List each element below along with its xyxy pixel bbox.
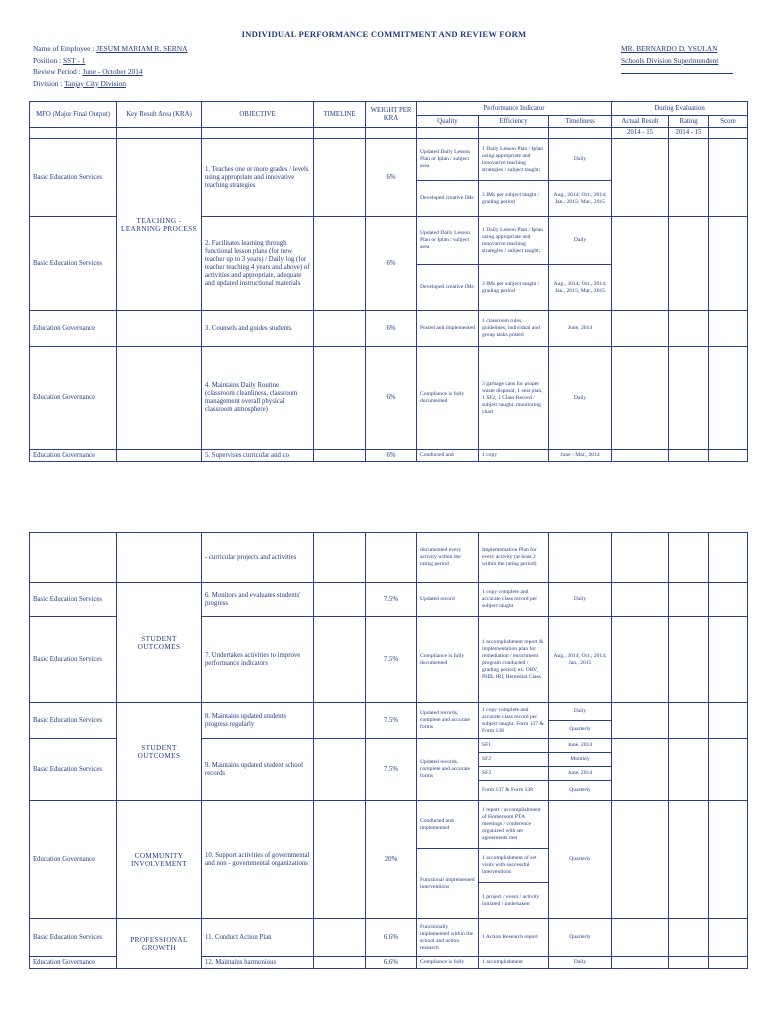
mfo-cell: Basic Education Services <box>30 703 117 739</box>
timeliness-cell: June, 2014 <box>549 739 612 753</box>
division-row <box>33 78 187 90</box>
score-cell <box>709 739 748 801</box>
division-label: Division : <box>33 78 63 88</box>
quality-cell: Compliance is fully <box>417 957 479 969</box>
score-cell <box>709 347 748 450</box>
kra-cell <box>117 533 202 583</box>
weight-cell: 20% <box>366 801 417 919</box>
mfo-cell: Education Governance <box>30 957 117 969</box>
review-period-value: June - October 2014 <box>82 67 143 77</box>
rating-cell <box>669 217 709 311</box>
mfo-cell: Education Governance <box>30 801 117 919</box>
performance-table-page-1 <box>29 101 748 462</box>
efficiency-cell: SF1 <box>479 739 549 753</box>
header-during-evaluation: During Evaluation <box>612 102 748 116</box>
position-value: SST - 1 <box>63 55 86 65</box>
efficiency-cell: 3 garbage cans for proper waste disposal, 1 seat plan, 1 SF2, 1 Class Record / subject taught, monitoring chart <box>479 347 549 450</box>
weight-cell: 6% <box>366 450 417 462</box>
weight-cell: 6.6% <box>366 957 417 969</box>
weight-cell: 6% <box>366 139 417 217</box>
position-label: Position : <box>33 55 62 65</box>
timeliness-cell: Monthly <box>549 753 612 767</box>
actual-result-cell <box>612 450 669 462</box>
objective-cell: 12. Maintains harmonious <box>202 957 314 969</box>
timeliness-cell: Daily <box>549 347 612 450</box>
header-actual-result: Actual Result <box>612 116 669 128</box>
actual-result-cell <box>612 583 669 617</box>
objective-cell: - curricular projects and activities <box>202 533 314 583</box>
timeline-cell <box>314 450 366 462</box>
score-cell <box>709 533 748 583</box>
timeline-cell <box>314 311 366 347</box>
efficiency-cell: 3 IMs per subject taught / grading period <box>479 265 549 311</box>
objective-cell: 11. Conduct Action Plan <box>202 919 314 957</box>
objective-cell: 9. Maintains updated student school records <box>202 739 314 801</box>
timeliness-cell: Quarterly <box>549 781 612 801</box>
supervisor-block <box>621 43 733 74</box>
weight-cell: 6% <box>366 217 417 311</box>
efficiency-cell: 1 copy complete and accurate class record per subject taught <box>479 583 549 617</box>
header-objective: OBJECTIVE <box>202 102 314 128</box>
weight-cell: 7.5% <box>366 739 417 801</box>
form-page-2 <box>0 528 768 1024</box>
kra-cell <box>117 311 202 347</box>
mfo-cell: Education Governance <box>30 311 117 347</box>
efficiency-cell: 1 Action Research report <box>479 919 549 957</box>
timeliness-cell: Daily <box>549 583 612 617</box>
score-cell <box>709 139 748 217</box>
timeliness-cell: Daily <box>549 139 612 181</box>
rating-cell <box>669 139 709 217</box>
actual-result-cell <box>612 739 669 801</box>
table-row <box>30 139 748 181</box>
form-page-1 <box>0 0 768 470</box>
actual-result-cell <box>612 919 669 957</box>
quality-cell: Updated records, complete and accurate forms <box>417 703 479 739</box>
quality-cell: Developed creative IMs <box>417 265 479 311</box>
timeline-cell <box>314 801 366 919</box>
quality-cell: Conducted and <box>417 450 479 462</box>
timeliness-cell: June, 2014 <box>549 767 612 781</box>
quality-cell: Functionally implemented within the school and action research <box>417 919 479 957</box>
mfo-cell: Basic Education Services <box>30 919 117 957</box>
supervisor-name: MR. BERNARDO D. YSULAN <box>621 44 718 53</box>
efficiency-cell: 1 copy complete and accurate class record per subject taught; Form 137 & Form 138 <box>479 703 549 739</box>
actual-result-cell <box>612 347 669 450</box>
quality-cell: Updated records, complete and accurate forms <box>417 739 479 801</box>
header-quality: Quality <box>417 116 479 128</box>
objective-cell: 3. Counsels and guides students <box>202 311 314 347</box>
rating-cell <box>669 919 709 957</box>
efficiency-cell: 1 project / event / activity initiated / undertaken <box>479 883 549 919</box>
kra-cell: PROFESSIONAL GROWTH <box>117 919 202 969</box>
timeliness-cell: Aug., 2014; Oct., 2014; Jan., 2015; Mar., 2015 <box>549 181 612 217</box>
timeliness-cell <box>549 533 612 583</box>
quality-cell: Compliance is fully documented <box>417 347 479 450</box>
efficiency-cell: 3 IMs per subject taught / grading period <box>479 181 549 217</box>
timeliness-cell: June, 2014 <box>549 311 612 347</box>
timeline-cell <box>314 347 366 450</box>
table-row <box>30 703 748 721</box>
efficiency-cell: SF3 <box>479 767 549 781</box>
kra-cell <box>117 450 202 462</box>
timeline-cell <box>314 919 366 957</box>
objective-cell: 5. Supervises curricular and co <box>202 450 314 462</box>
quality-cell: documented every activity within the rating period <box>417 533 479 583</box>
weight-cell: 6% <box>366 311 417 347</box>
timeliness-cell: Daily <box>549 957 612 969</box>
mfo-cell: Education Governance <box>30 450 117 462</box>
timeliness-cell: Aug., 2014; Oct., 2014; Jan., 2015 <box>549 617 612 703</box>
review-period-row <box>33 66 187 78</box>
mfo-cell: Basic Education Services <box>30 617 117 703</box>
kra-cell: STUDENT OUTCOMES <box>117 703 202 801</box>
timeliness-cell: Daily <box>549 217 612 265</box>
actual-result-cell <box>612 217 669 311</box>
timeliness-cell: Daily <box>549 703 612 721</box>
timeliness-cell: June - Mar., 2014 <box>549 450 612 462</box>
quality-cell: Developed creative IMs <box>417 181 479 217</box>
division-value: Tanjay City Division <box>64 78 126 88</box>
timeline-cell <box>314 617 366 703</box>
weight-cell: 7.5% <box>366 703 417 739</box>
weight-cell: 6.6% <box>366 919 417 957</box>
rating-cell <box>669 617 709 703</box>
efficiency-cell: 1 classroom rules, guidelines, individual and group tasks posted <box>479 311 549 347</box>
header-efficiency: Efficiency <box>479 116 549 128</box>
rating-cell <box>669 739 709 801</box>
objective-cell: 8. Maintains updated students progress regularly <box>202 703 314 739</box>
review-period-label: Review Period : <box>33 67 81 77</box>
rating-cell <box>669 583 709 617</box>
table-row <box>30 450 748 462</box>
rating-cell <box>669 703 709 739</box>
page-gap <box>0 470 768 528</box>
table-row <box>30 533 748 583</box>
kra-cell: COMMUNITY INVOLVEMENT <box>117 801 202 919</box>
efficiency-cell: 1 accomplishment <box>479 957 549 969</box>
efficiency-cell: 1 accomplishment of set visits with successful interventions <box>479 849 549 883</box>
employee-info <box>33 43 187 89</box>
score-cell <box>709 583 748 617</box>
objective-cell: 10. Support activities of governmental and non - governmental organizations <box>202 801 314 919</box>
kra-cell: STUDENT OUTCOMES <box>117 583 202 703</box>
mfo-cell: Basic Education Services <box>30 139 117 217</box>
objective-cell: 7. Undertakes activities to improve performance indicators <box>202 617 314 703</box>
score-cell <box>709 919 748 957</box>
timeline-cell <box>314 957 366 969</box>
employee-name-label: Name of Employee : <box>33 44 95 53</box>
efficiency-cell: 1 copy <box>479 450 549 462</box>
weight-cell <box>366 533 417 583</box>
weight-cell: 7.5% <box>366 583 417 617</box>
header-timeliness: Timeliness <box>549 116 612 128</box>
quality-cell: Functional implemented interventions <box>417 849 479 919</box>
actual-result-cell <box>612 957 669 969</box>
timeliness-cell: Aug., 2014; Oct., 2014; Jan., 2015; Mar., 2015 <box>549 265 612 311</box>
header-mfo: MFO (Major Final Output) <box>30 102 117 128</box>
header-score: Score <box>709 116 748 128</box>
header-weight: WEIGHT PER KRA <box>366 102 417 128</box>
timeliness-cell: Quarterly <box>549 801 612 919</box>
quality-cell: Updated record <box>417 583 479 617</box>
actual-result-cell <box>612 311 669 347</box>
efficiency-cell: 1 Daily Lesson Plan / Iplan using appropriate and innovative teaching strategies / subject taught; <box>479 139 549 181</box>
score-cell <box>709 801 748 919</box>
score-cell <box>709 617 748 703</box>
objective-cell: 2. Facilitates learning through functional lesson plans (for new teacher up to 3 years) / Daily log (for teacher teaching 4 years and above) of activities and appropriate, adequate and updated instructional materials <box>202 217 314 311</box>
table-row <box>30 919 748 957</box>
quality-cell: Compliance is fully documented <box>417 617 479 703</box>
supervisor-title: Schools Division Superintendent <box>621 55 719 65</box>
weight-cell: 6% <box>366 347 417 450</box>
mfo-cell <box>30 533 117 583</box>
objective-cell: 4. Maintains Daily Routine (classroom cleanliness, classroom management overall physical classroom atmosphere) <box>202 347 314 450</box>
rating-cell <box>669 311 709 347</box>
objective-cell: 1. Teaches one or more grades / levels using appropriate and innovative teaching strategies <box>202 139 314 217</box>
table-row <box>30 311 748 347</box>
efficiency-cell: Form 137 & Form 138 <box>479 781 549 801</box>
header-performance-indicator: Performance Indicator <box>417 102 612 116</box>
header-timeline: TIMELINE <box>314 102 366 128</box>
quality-cell: Updated Daily Lesson Plan or Iplan / subject area <box>417 217 479 265</box>
position-row <box>33 55 187 67</box>
kra-cell <box>117 347 202 450</box>
timeliness-cell: Quarterly <box>549 919 612 957</box>
score-cell <box>709 957 748 969</box>
form-title: INDIVIDUAL PERFORMANCE COMMITMENT AND REVIEW FORM <box>241 29 527 39</box>
weight-cell: 7.5% <box>366 617 417 703</box>
timeline-cell <box>314 583 366 617</box>
employee-name-value: JESUM MARIAM R. SERNA <box>96 44 188 53</box>
timeline-cell <box>314 703 366 739</box>
table-row <box>30 801 748 849</box>
efficiency-cell: 1 Daily Lesson Plan / Iplan using appropriate and innovative teaching strategies / subject taught; <box>479 217 549 265</box>
efficiency-cell: SF2 <box>479 753 549 767</box>
performance-table-page-2 <box>29 532 748 969</box>
score-cell <box>709 217 748 311</box>
rating-cell <box>669 801 709 919</box>
mfo-cell: Education Governance <box>30 347 117 450</box>
timeline-cell <box>314 217 366 311</box>
signature-line <box>621 66 733 74</box>
rating-period: 2014 - 15 <box>669 128 709 139</box>
rating-cell <box>669 533 709 583</box>
score-cell <box>709 311 748 347</box>
actual-result-cell <box>612 533 669 583</box>
mfo-cell: Basic Education Services <box>30 739 117 801</box>
header-kra: Key Result Area (KRA) <box>117 102 202 128</box>
quality-cell: Conducted and implemented <box>417 801 479 849</box>
score-cell <box>709 703 748 739</box>
quality-cell: Posted and implemented <box>417 311 479 347</box>
actual-result-period: 2014 - 15 <box>612 128 669 139</box>
table-row <box>30 347 748 450</box>
efficiency-cell: 1 report / accomplishment of Homeroom PTA meetings / conference organized with set agreements met <box>479 801 549 849</box>
employee-name-row <box>33 43 187 55</box>
table-row <box>30 583 748 617</box>
score-cell <box>709 450 748 462</box>
efficiency-cell: 1 accomplishment report & implementation plan for remediation / enrichment program conducted / grading period; ex. ORV, PHIL IRI, Remedial Class <box>479 617 549 703</box>
mfo-cell: Basic Education Services <box>30 217 117 311</box>
timeliness-cell: Quarterly <box>549 721 612 739</box>
actual-result-cell <box>612 617 669 703</box>
actual-result-cell <box>612 139 669 217</box>
objective-cell: 6. Monitors and evaluates students' progress <box>202 583 314 617</box>
kra-cell: TEACHING - LEARNING PROCESS <box>117 139 202 311</box>
rating-cell <box>669 957 709 969</box>
mfo-cell: Basic Education Services <box>30 583 117 617</box>
efficiency-cell: Implementation Plan for every activity (at least 2 within the rating period) <box>479 533 549 583</box>
timeline-cell <box>314 139 366 217</box>
timeline-cell <box>314 739 366 801</box>
rating-cell <box>669 450 709 462</box>
header-rating: Rating <box>669 116 709 128</box>
rating-cell <box>669 347 709 450</box>
actual-result-cell <box>612 801 669 919</box>
actual-result-cell <box>612 703 669 739</box>
quality-cell: Updated Daily Lesson Plan or Iplan / subject area <box>417 139 479 181</box>
timeline-cell <box>314 533 366 583</box>
